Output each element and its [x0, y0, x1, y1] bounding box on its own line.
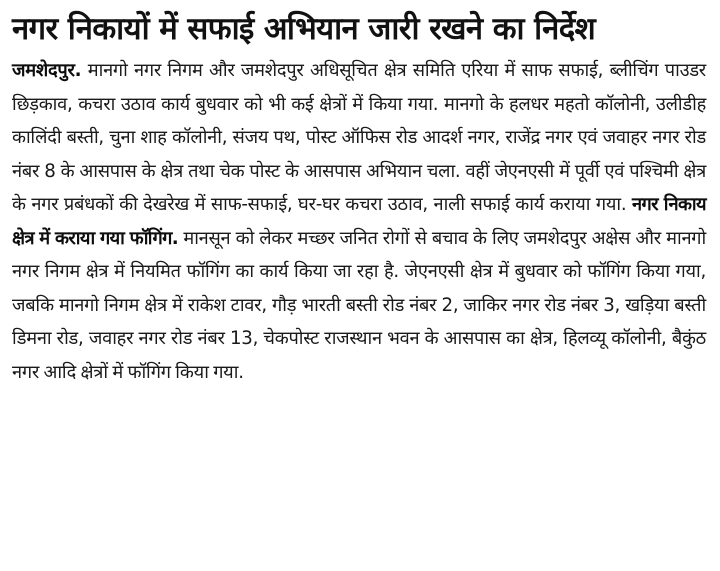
paragraph-text: मानसून को लेकर मच्छर जनित रोगों से बचाव के लिए जमशेदपुर अक्षेस और मानगो नगर निगम क्षेत्र में नियमित फॉगिंग का कार्य किया जा रहा है. जेएनएसी क्षेत्र में बुधवार को फॉगिंग किया गया, जबकि मानगो निगम क्षेत्र में राकेश टावर, गौड़ भारती बस्ती रोड नंबर 2, जाकिर नगर रोड नंबर 3, खड़िया बस्ती डिमना रोड, जवाहर नगर रोड नंबर 13, चेकपोस्ट राजस्थान भवन के आसपास का क्षेत्र, हिलव्यू कॉलोनी, बैकुंठ नगर आदि क्षेत्रों में फॉगिंग किया गया.	[12, 227, 706, 383]
paragraph-text: मानगो नगर निगम और जमशेदपुर अधिसूचित क्षेत्र समिति एरिया में साफ सफाई, ब्लीचिंग पाउडर छिड़काव, कचरा उठाव कार्य बुधवार को भी कई क्षेत्रों में किया गया. मानगो के हलधर महतो कॉलोनी, उलीडीह कालिंदी बस्ती, चुना शाह कॉलोनी, संजय पथ, पोस्ट ऑफिस रोड आदर्श नगर, राजेंद्र नगर एवं जवाहर नगर रोड नंबर 8 के आसपास के क्षेत्र तथा चेक पोस्ट के आसपास अभियान चला. वहीं जेएनएसी में पूर्वी एवं पश्चिमी क्षेत्र के नगर प्रबंधकों की देखरेख में साफ-सफाई, घर-घर कचरा उठाव, नाली सफाई कार्य कराया गया.	[12, 60, 706, 215]
headline: नगर निकायों में सफाई अभियान जारी रखने का निर्देश	[12, 11, 596, 47]
subheading: नगर निकाय क्षेत्र में कराया गया फॉगिंग.	[12, 194, 706, 249]
article-body	[12, 54, 706, 389]
dateline: जमशेदपुर.	[12, 60, 82, 81]
